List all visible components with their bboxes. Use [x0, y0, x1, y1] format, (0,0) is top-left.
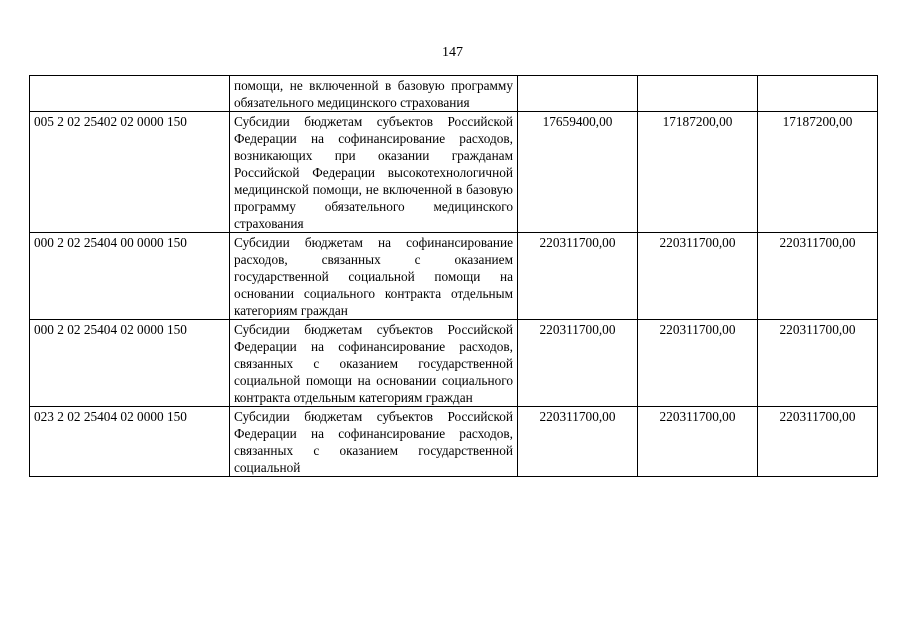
budget-code-cell: 005 2 02 25402 02 0000 150: [30, 112, 230, 233]
amount-year-3-cell: 220311700,00: [758, 320, 878, 407]
table-row: [30, 407, 878, 477]
amount-year-3-cell: 220311700,00: [758, 233, 878, 320]
table-row: [30, 233, 878, 320]
amount-year-2-cell: 17187200,00: [638, 112, 758, 233]
amount-year-1-cell: [518, 76, 638, 112]
amount-year-1-cell: 220311700,00: [518, 407, 638, 477]
budget-code-cell: [30, 76, 230, 112]
budget-code-cell: 000 2 02 25404 00 0000 150: [30, 233, 230, 320]
page-number: 147: [442, 45, 463, 60]
table-row: [30, 320, 878, 407]
amount-year-1-cell: 220311700,00: [518, 320, 638, 407]
budget-revenue-table: [29, 75, 878, 477]
revenue-name-cell: Субсидии бюджетам на софинансирование расходов, связанных с оказанием государственной социальной помощи на основании социального контракта отдельным категориям граждан: [230, 233, 518, 320]
table-row: [30, 112, 878, 233]
amount-year-1-cell: 17659400,00: [518, 112, 638, 233]
revenue-name-cell: Субсидии бюджетам субъектов Российской Федерации на софинансирование расходов, связанных с оказанием государственной социальной помощи на основании социального контракта отдельным категориям граждан: [230, 320, 518, 407]
amount-year-2-cell: [638, 76, 758, 112]
revenue-name-cell: Субсидии бюджетам субъектов Российской Федерации на софинансирование расходов, возникающих при оказании гражданам Российской Федерации высокотехнологичной медицинской помощи, не включенной в базовую программу обязательного медицинского страхования: [230, 112, 518, 233]
budget-code-cell: 000 2 02 25404 02 0000 150: [30, 320, 230, 407]
amount-year-3-cell: 17187200,00: [758, 112, 878, 233]
table-row: [30, 76, 878, 112]
amount-year-2-cell: 220311700,00: [638, 233, 758, 320]
amount-year-3-cell: [758, 76, 878, 112]
revenue-name-cell: Субсидии бюджетам субъектов Российской Федерации на софинансирование расходов, связанных с оказанием государственной социальной: [230, 407, 518, 477]
amount-year-2-cell: 220311700,00: [638, 320, 758, 407]
amount-year-1-cell: 220311700,00: [518, 233, 638, 320]
amount-year-3-cell: 220311700,00: [758, 407, 878, 477]
budget-code-cell: 023 2 02 25404 02 0000 150: [30, 407, 230, 477]
amount-year-2-cell: 220311700,00: [638, 407, 758, 477]
revenue-name-cell: помощи, не включенной в базовую программу обязательного медицинского страхования: [230, 76, 518, 112]
